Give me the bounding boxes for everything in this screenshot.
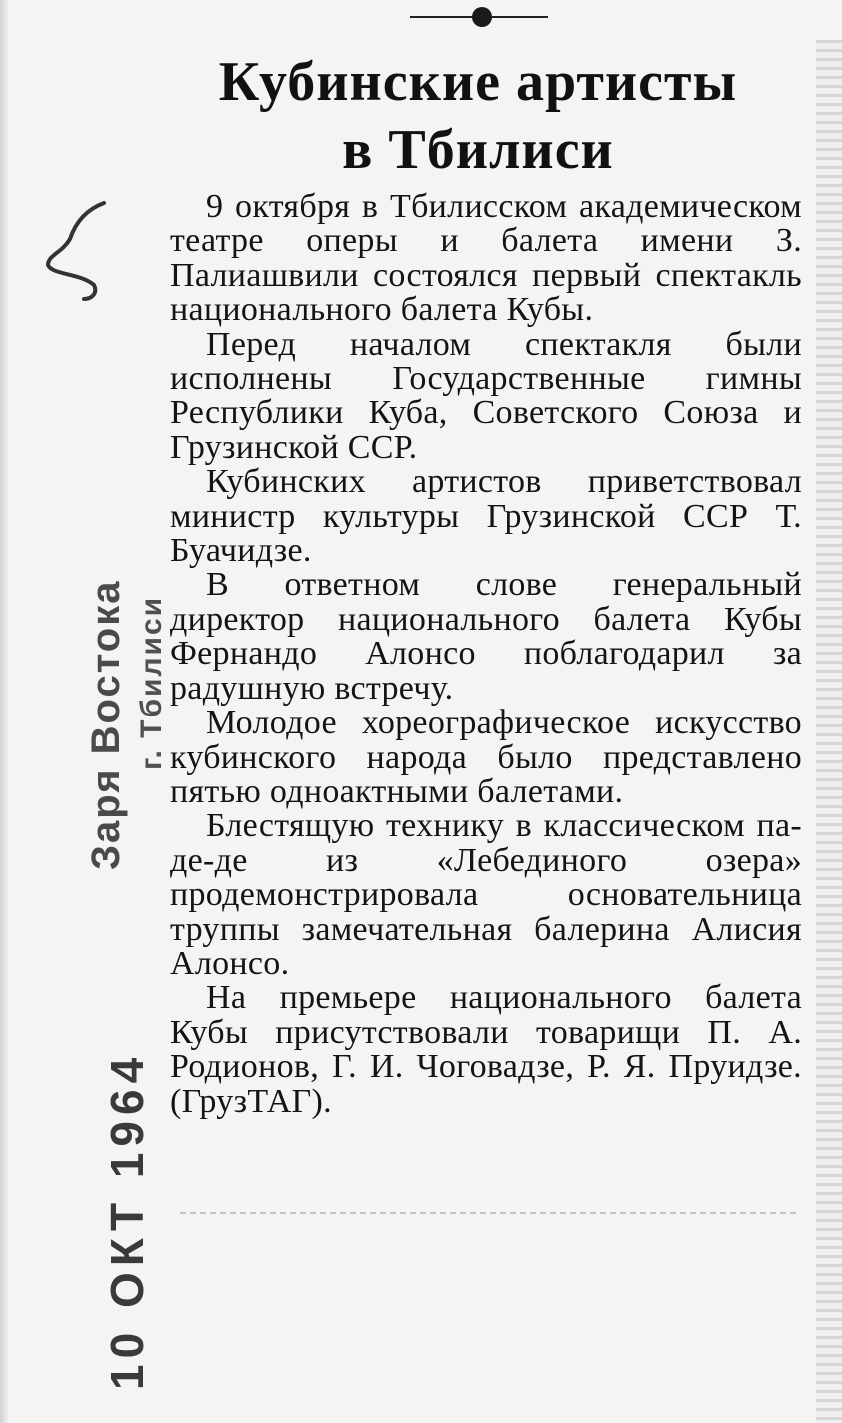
headline-line-1: Кубинские артисты — [218, 51, 738, 113]
article-body — [170, 190, 802, 1119]
faded-bleed-through-line — [180, 1212, 800, 1214]
ornament-rule-icon — [0, 0, 842, 40]
clipping-torn-right-edge — [816, 40, 842, 1423]
article-paragraph: На премьере национального балета Кубы присутствовали товарищи П. А. Родионов, Г. И. Чоговадзе, Р. Я. Пруидзе. (ГрузТАГ). — [170, 979, 802, 1120]
article-headline — [168, 48, 788, 184]
article-paragraph: 9 октября в Тбилисском академическом театре оперы и балета имени З. Палиашвили состоялся первый спектакль национального балета Кубы. — [170, 188, 802, 329]
headline-line-2: в Тбилиси — [342, 119, 614, 181]
stamp-city: г. Тбилиси — [135, 595, 168, 770]
handwritten-number-mark — [40, 195, 120, 309]
stamp-newspaper-name: Заря Востока — [84, 579, 128, 870]
article-paragraph: Перед началом спектакля были исполнены Государственные гимны Республики Куба, Советского Союза и Грузинской ССР. — [170, 325, 802, 466]
header-ornament — [0, 0, 842, 40]
article-paragraph: В ответном слове генеральный директор национального балета Кубы Фернандо Алонсо поблагодарил за радушную встречу. — [170, 566, 802, 707]
stamp-date — [100, 1052, 154, 1390]
handwritten-five-icon — [40, 195, 120, 305]
stamp-date-text: 10 ОКТ 1964 — [101, 1051, 153, 1390]
clipping-left-edge — [0, 0, 8, 1423]
article-paragraph: Молодое хореографическое искусство кубинского народа было представлено пятью одноактными балетами. — [170, 704, 802, 810]
article-paragraph: Кубинских артистов приветствовал министр культуры Грузинской ССР Т. Буачидзе. — [170, 463, 802, 570]
article-paragraph: Блестящую технику в классическом па-де-де из «Лебединого озера» продемонстрировала основательница труппы замечательная балерина Алисия Алонсо. — [170, 807, 802, 982]
